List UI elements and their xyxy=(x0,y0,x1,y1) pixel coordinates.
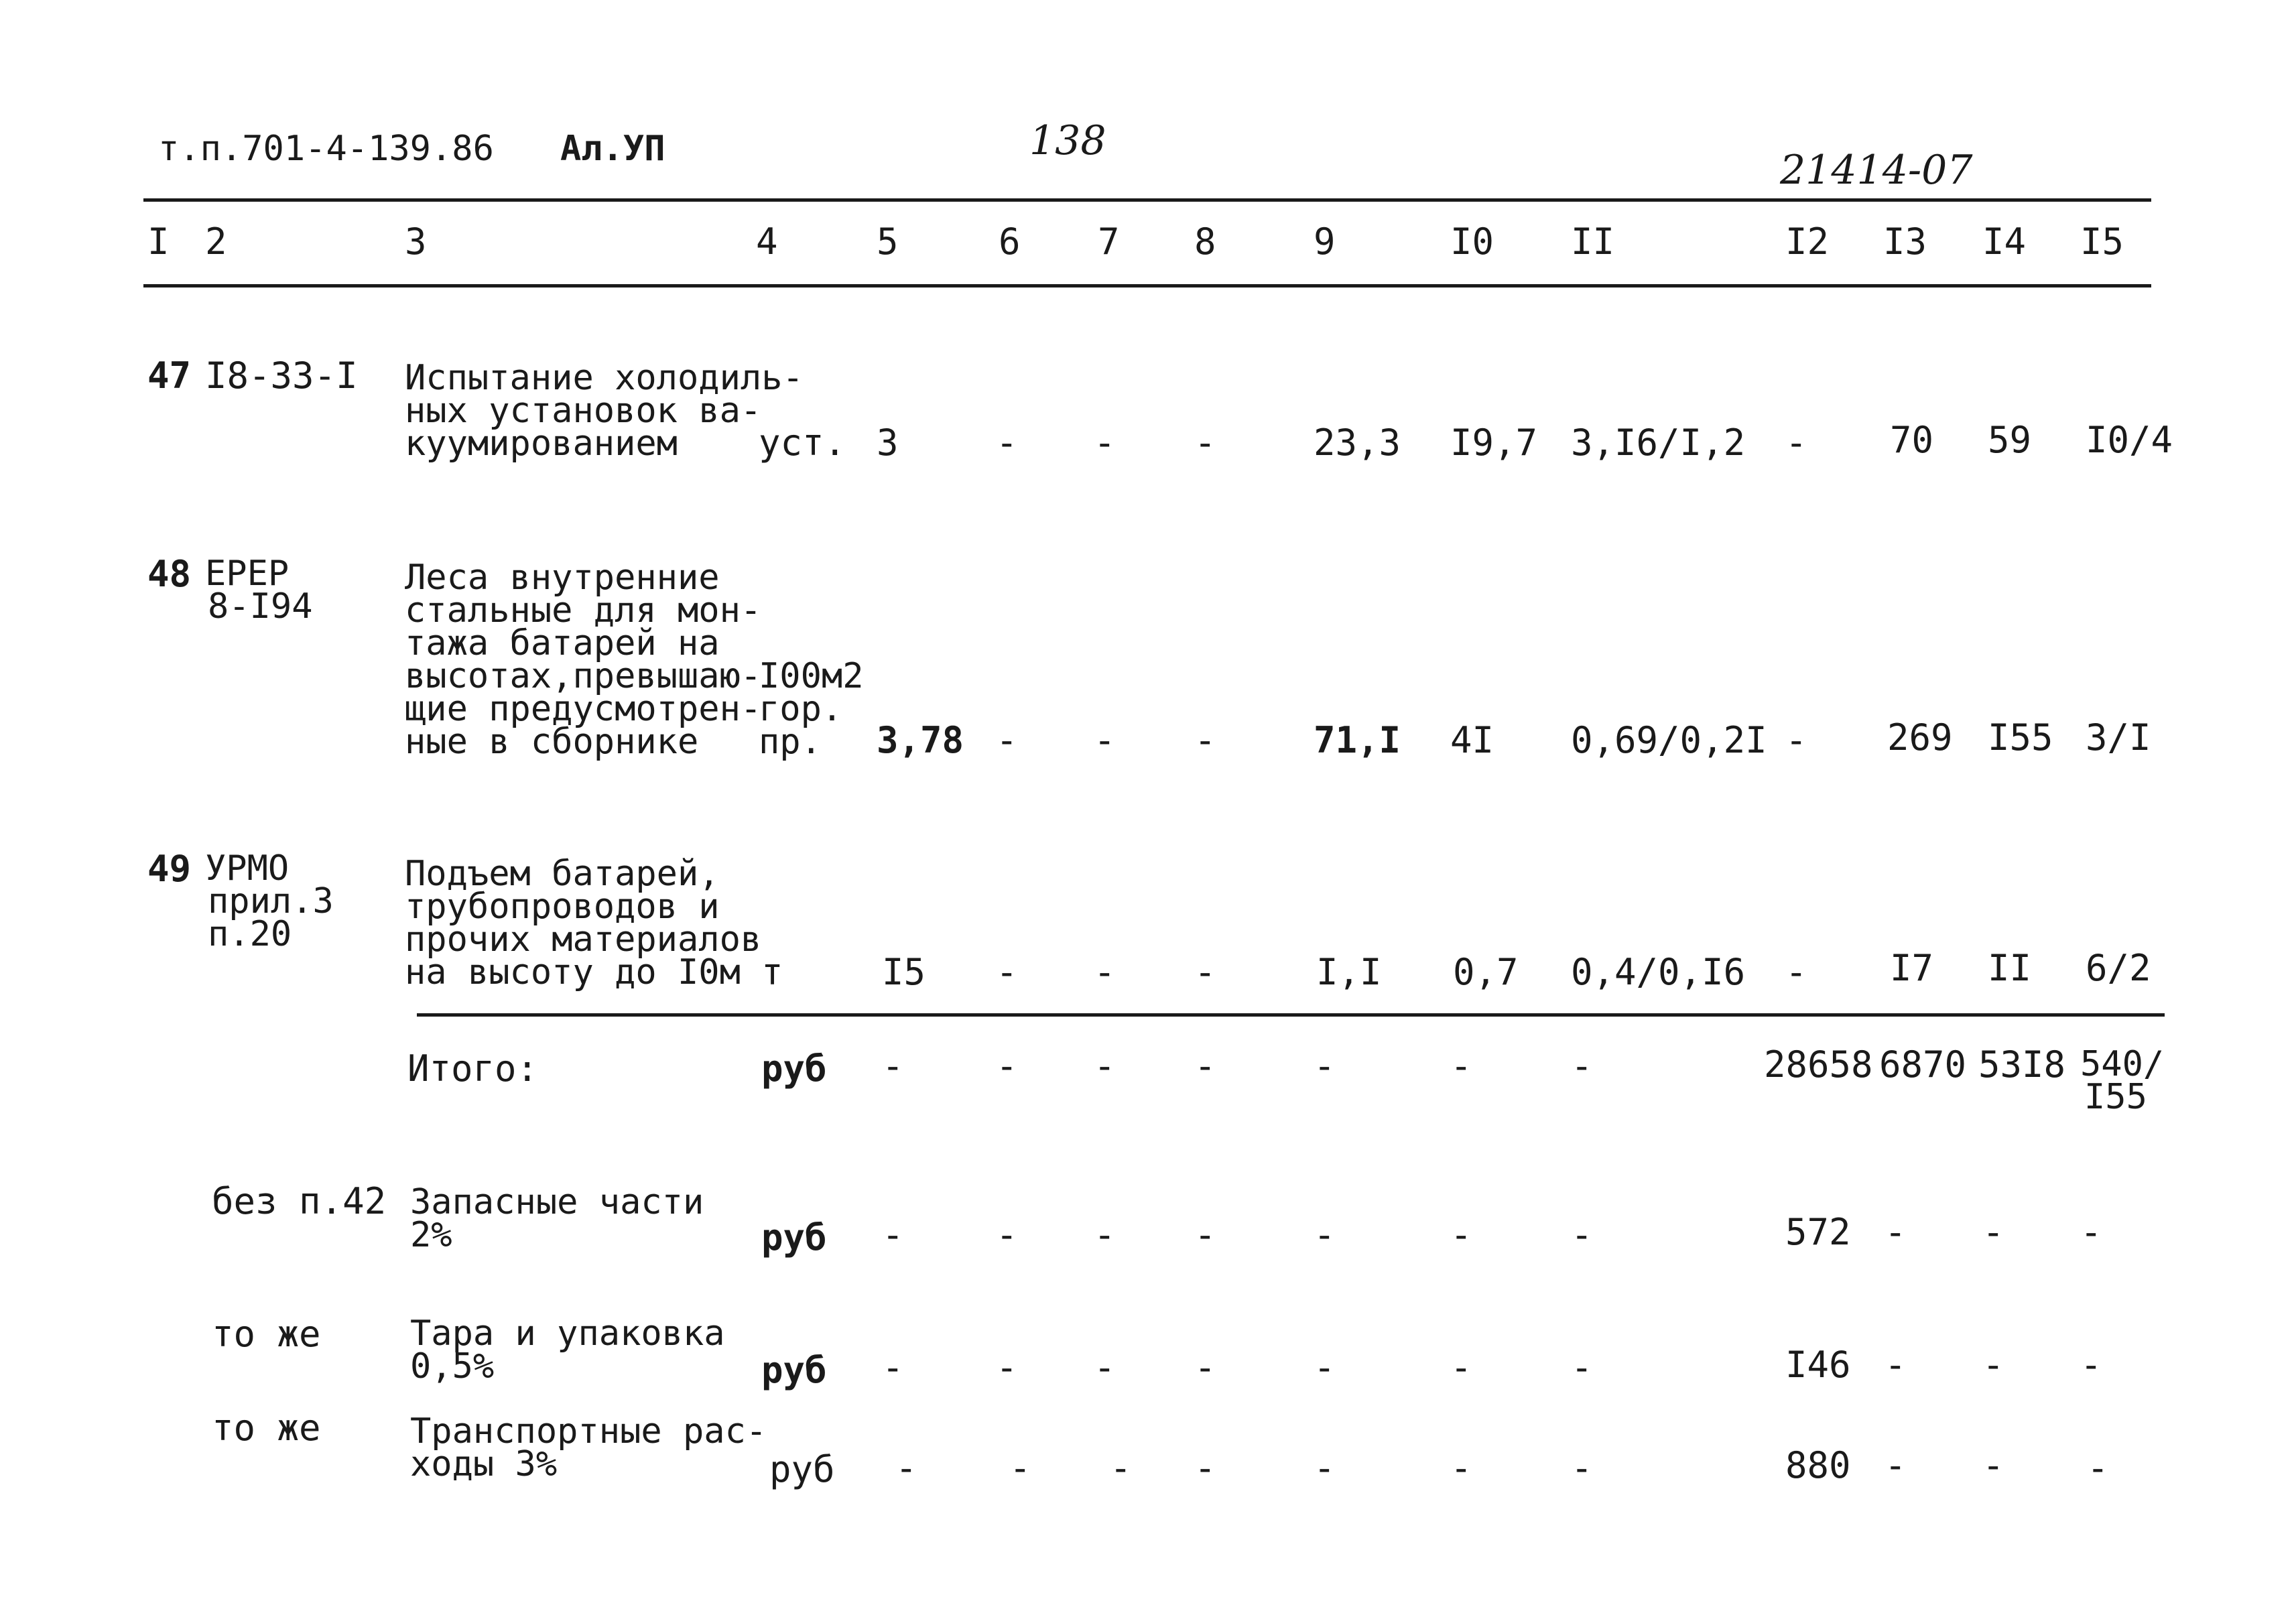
row-unit: руб xyxy=(761,1349,827,1391)
row-code: то же xyxy=(212,1407,321,1449)
column-header: 6 xyxy=(999,220,1021,263)
column-header: 3 xyxy=(405,220,427,263)
row-col-11: - xyxy=(1571,1214,1593,1256)
column-header: 8 xyxy=(1194,220,1216,263)
row-number: 48 xyxy=(147,553,192,595)
header-bottom-rule xyxy=(143,284,2151,287)
row-col-10: 0,7 xyxy=(1453,951,1519,993)
column-header: 9 xyxy=(1314,220,1336,263)
row-description-line: куумированием xyxy=(405,424,678,464)
document-code: т.п.701-4-139.86 xyxy=(158,129,494,169)
row-col-6: - xyxy=(996,1346,1018,1389)
row-col-8: - xyxy=(1194,422,1216,464)
row-col-12: I46 xyxy=(1785,1344,1851,1386)
row-code: УРМО xyxy=(205,848,290,889)
row-unit: руб xyxy=(761,1047,827,1090)
row-description-line: Испытание холодиль- xyxy=(405,358,804,398)
row-col-7: - xyxy=(1094,1045,1116,1087)
column-header: I2 xyxy=(1785,220,1830,263)
row-description-line: 2% xyxy=(410,1215,452,1255)
row-col-10: I9,7 xyxy=(1450,422,1538,464)
row-col-6: - xyxy=(996,719,1018,761)
row-col-14: - xyxy=(1982,1444,2004,1486)
row-col-11: 0,69/0,2I xyxy=(1571,719,1767,761)
row-col-11: - xyxy=(1571,1447,1593,1489)
row-col-13: I7 xyxy=(1890,947,1934,989)
column-header: I3 xyxy=(1883,220,1927,263)
row-col-12: - xyxy=(1785,719,1807,761)
row-unit: руб xyxy=(769,1448,835,1490)
row-col-14: - xyxy=(1982,1211,2004,1253)
row-col-8: - xyxy=(1194,1214,1216,1256)
row-col-9: - xyxy=(1314,1447,1336,1489)
row-description-line: Леса внутренние xyxy=(405,558,720,598)
row-description-line: Запасные части xyxy=(410,1182,704,1222)
row-col-12: 572 xyxy=(1785,1211,1851,1253)
row-col-6: - xyxy=(996,951,1018,993)
header-top-rule xyxy=(143,198,2151,202)
row-col-13: 70 xyxy=(1890,419,1934,461)
row-description-line: высотах,превышаю- xyxy=(405,656,762,696)
row-col-5: - xyxy=(882,1214,904,1256)
row-col-14: 59 xyxy=(1988,419,2032,461)
column-header: 5 xyxy=(877,220,899,263)
row-number: 47 xyxy=(147,355,192,397)
row-col-9: I,I xyxy=(1316,951,1382,993)
row-description-line: прочих материалов xyxy=(405,919,762,960)
total-label: Итого: xyxy=(407,1047,539,1090)
row-description-line: на высоту до I0м xyxy=(405,952,741,992)
row-col-11: 3,I6/I,2 xyxy=(1571,422,1746,464)
row-col-12: - xyxy=(1785,951,1807,993)
row-unit: руб xyxy=(761,1216,827,1259)
row-col-13: 269 xyxy=(1887,716,1953,759)
row-col-15: I0/4 xyxy=(2086,419,2173,461)
row-code: то же xyxy=(212,1313,321,1355)
row-col-13: - xyxy=(1885,1344,1907,1386)
row-col-11: - xyxy=(1571,1346,1593,1389)
row-col-10: - xyxy=(1450,1447,1472,1489)
row-col-5: 3 xyxy=(877,422,899,464)
row-col-15: 6/2 xyxy=(2086,947,2151,989)
row-col-7: - xyxy=(1094,1214,1116,1256)
row-col-8: - xyxy=(1194,951,1216,993)
row-col-12: 880 xyxy=(1785,1444,1851,1486)
row-col-7: - xyxy=(1094,719,1116,761)
row-col-15: 540/ xyxy=(2080,1044,2165,1084)
row-col-14: 53I8 xyxy=(1978,1043,2066,1086)
row-description-line: трубопроводов и xyxy=(405,887,720,927)
row-col-15: - xyxy=(2080,1211,2102,1253)
row-description-line: ные в сборнике xyxy=(405,722,699,762)
row-code: без п.42 xyxy=(212,1180,387,1222)
row-col-6: - xyxy=(996,1214,1018,1256)
row-col-15: I55 xyxy=(2084,1077,2147,1117)
row-unit: т xyxy=(761,951,783,993)
row-col-10: 4I xyxy=(1450,719,1494,761)
row-code: прил.3 xyxy=(208,881,334,921)
column-header: 4 xyxy=(756,220,778,263)
inventory-stamp: 21414-07 xyxy=(1780,147,1973,194)
row-col-6: - xyxy=(996,1045,1018,1087)
row-col-9: - xyxy=(1314,1214,1336,1256)
row-col-11: - xyxy=(1571,1045,1593,1087)
row-unit: гор. xyxy=(759,689,843,729)
row-col-8: - xyxy=(1194,719,1216,761)
row-col-5: - xyxy=(882,1346,904,1389)
row-col-5: 3,78 xyxy=(877,719,964,761)
row-description-line: стальные для мон- xyxy=(405,590,762,631)
row-col-14: I55 xyxy=(1988,716,2053,759)
row-col-9: 23,3 xyxy=(1314,422,1401,464)
row-unit: I00м2 xyxy=(759,656,864,696)
row-col-5: - xyxy=(882,1045,904,1087)
row-col-5: I5 xyxy=(882,951,926,993)
row-code: п.20 xyxy=(208,914,292,954)
row-col-7: - xyxy=(1094,1346,1116,1389)
album-label: Ал.УП xyxy=(560,129,665,169)
column-header: I5 xyxy=(2080,220,2124,263)
row-description-line: Тара и упаковка xyxy=(410,1313,725,1354)
row-col-8: - xyxy=(1194,1447,1216,1489)
row-unit: пр. xyxy=(759,722,822,762)
row-col-8: - xyxy=(1194,1045,1216,1087)
row-col-11: 0,4/0,I6 xyxy=(1571,951,1746,993)
row-number: 49 xyxy=(147,848,192,890)
row-description-line: Подъем батарей, xyxy=(405,854,720,894)
row-col-9: - xyxy=(1314,1346,1336,1389)
row-description-line: тажа батарей на xyxy=(405,623,720,663)
row-col-15: 3/I xyxy=(2086,716,2151,759)
row-col-7: - xyxy=(1094,422,1116,464)
row-col-6: - xyxy=(996,422,1018,464)
column-header: I4 xyxy=(1982,220,2027,263)
row-col-10: - xyxy=(1450,1346,1472,1389)
row-col-13: - xyxy=(1885,1444,1907,1486)
row-description-line: Транспортные рас- xyxy=(410,1411,767,1452)
row-col-7: - xyxy=(1110,1447,1132,1489)
row-unit: уст. xyxy=(759,422,846,464)
row-description-line: щие предусмотрен- xyxy=(405,689,762,729)
row-col-7: - xyxy=(1094,951,1116,993)
row-col-6: - xyxy=(1009,1447,1031,1489)
page-number: 138 xyxy=(1029,117,1106,164)
column-header: I xyxy=(147,220,170,263)
row-col-15: - xyxy=(2087,1447,2109,1489)
row-col-15: - xyxy=(2080,1344,2102,1386)
row-col-9: - xyxy=(1314,1045,1336,1087)
column-header: 2 xyxy=(205,220,227,263)
row-code: I8-33-I xyxy=(205,355,358,397)
row-description-line: ходы 3% xyxy=(410,1444,558,1484)
row-col-12: 28658 xyxy=(1764,1043,1873,1086)
row-col-12: - xyxy=(1785,422,1807,464)
row-col-13: - xyxy=(1885,1211,1907,1253)
row-col-14: - xyxy=(1982,1344,2004,1386)
column-header: 7 xyxy=(1098,220,1120,263)
row-description-line: ных установок ва- xyxy=(405,391,762,431)
column-header: I0 xyxy=(1450,220,1494,263)
row-col-14: II xyxy=(1988,947,2032,989)
row-col-8: - xyxy=(1194,1346,1216,1389)
total-rule xyxy=(417,1013,2165,1017)
column-header: II xyxy=(1571,220,1615,263)
row-col-10: - xyxy=(1450,1214,1472,1256)
row-col-5: - xyxy=(895,1447,917,1489)
row-col-10: - xyxy=(1450,1045,1472,1087)
row-code: 8-I94 xyxy=(208,586,313,627)
row-code: ЕРЕР xyxy=(205,554,290,594)
row-description-line: 0,5% xyxy=(410,1346,495,1387)
row-col-13: 6870 xyxy=(1879,1043,1967,1086)
row-col-9: 71,I xyxy=(1314,719,1401,761)
